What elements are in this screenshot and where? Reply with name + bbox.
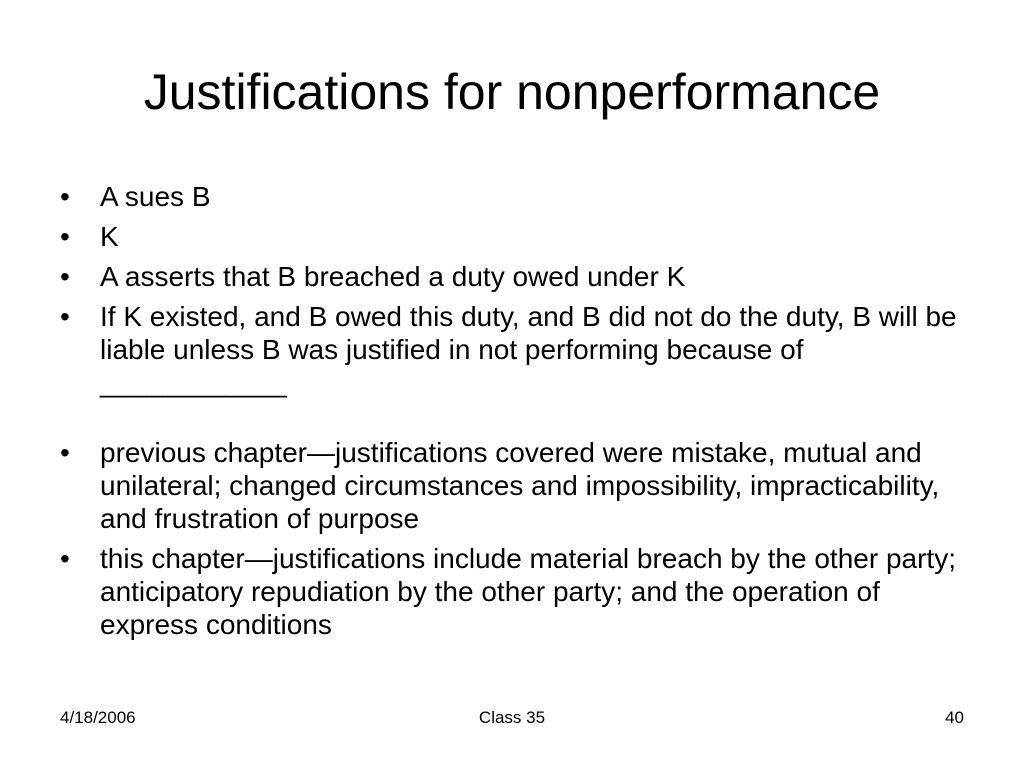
footer-page-number: 40 bbox=[945, 708, 964, 727]
bullet-marker: • bbox=[60, 221, 70, 252]
bullet-text: A sues B bbox=[100, 181, 211, 212]
bullet-item bbox=[60, 220, 980, 253]
bullet-text: A asserts that B breached a duty owed under K bbox=[100, 261, 686, 292]
footer-class-label: Class 35 bbox=[478, 708, 546, 727]
footer-date: 4/18/2006 bbox=[60, 708, 136, 727]
bullet-text: K bbox=[100, 221, 119, 252]
bullet-text: this chapter—justifications include material breach by the other party; anticipatory repudiation by the other party; and the operation of express conditions bbox=[100, 543, 956, 640]
bullet-item bbox=[60, 180, 980, 213]
bullet-text: previous chapter—justifications covered were mistake, mutual and unilateral; changed circumstances and impossibility, impracticability, and frustration of purpose bbox=[100, 437, 940, 534]
bullet-marker: • bbox=[60, 543, 70, 574]
bullet-item bbox=[60, 300, 980, 399]
bullet-marker: • bbox=[60, 181, 70, 212]
bullet-marker: • bbox=[60, 261, 70, 292]
bullet-item bbox=[60, 260, 980, 293]
bullet-marker: • bbox=[60, 301, 70, 332]
bullet-list bbox=[60, 180, 980, 648]
slide-title: Justifications for nonperformance bbox=[143, 64, 881, 120]
bullet-item bbox=[60, 542, 980, 641]
bullet-item bbox=[60, 436, 980, 535]
bullet-text: If K existed, and B owed this duty, and B did not do the duty, B will be liable unless B was justified in not performing because of ____________ bbox=[100, 301, 957, 398]
bullet-marker: • bbox=[60, 437, 70, 468]
